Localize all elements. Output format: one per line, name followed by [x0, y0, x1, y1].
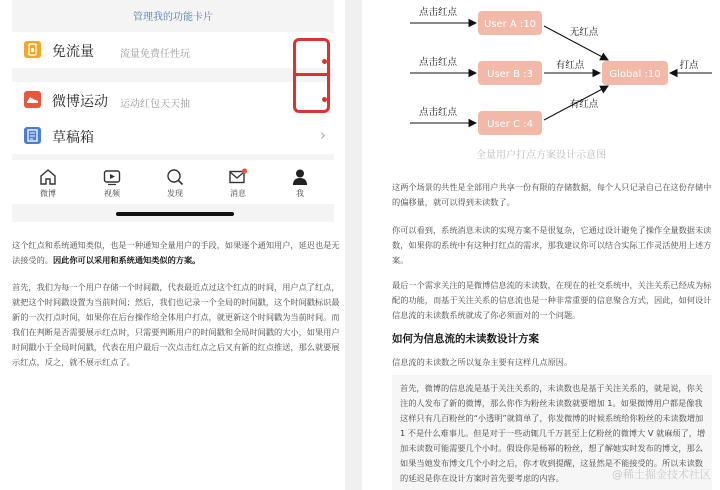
tab-label: 视频: [104, 189, 120, 198]
user-b-label: User B :3: [487, 69, 533, 80]
left-page: [0, 0, 345, 490]
dot-scheme-diagram: [362, 0, 720, 160]
tab-me[interactable]: [280, 168, 320, 199]
mail-icon: [228, 168, 248, 186]
card-row-weibo-sport[interactable]: [12, 82, 334, 118]
no-dot-label: 无红点: [569, 27, 599, 38]
video-icon: [103, 168, 121, 186]
tab-label: 我: [296, 189, 304, 198]
click-label: 点击红点: [418, 57, 458, 68]
tab-messages[interactable]: [218, 168, 258, 199]
red-dot-icon: [322, 97, 327, 102]
user-a-label: User A :10: [483, 19, 537, 30]
has-dot-label: 有红点: [569, 99, 599, 110]
bottom-tab-bar: [12, 160, 334, 204]
paragraph: 这两个场景的共性是全部用户共享一份有限的存储数据，每个人只记录自己在这份存储中的偏移量，就可以得到未读数了。: [392, 182, 712, 207]
paragraph: 首先，我们为每一个用户存储一个时间戳，代表最近点过这个红点的时间，用户点了红点，就把这个时间戳设置为当前时间；然后，我们也记录一个全局的时间戳，这个时间戳标识最新的一次打点时间，如果你在后台操作给全体用户打点，就更新这个时间戳为当前时间。而我们在判断是否需要展示红点时，只需要判断用户的时间戳和全局时间戳的大小，如果用户时间戳小于全局时间戳，代表在用户最后一次点击红点之后又有新的红点推送，那么就要展示红点，反之，就不展示红点了。: [12, 282, 340, 367]
paragraph: 你可以看到，系统消息未读的实现方案不是很复杂，它通过设计避免了操作全量数据未读数，如果你的系统中有这种打红点的需求，那我建议你可以结合实际工作灵活使用上述方案。: [392, 225, 712, 265]
card-row-drafts[interactable]: [12, 118, 334, 154]
right-page: [362, 0, 720, 490]
has-dot-label: 有红点: [555, 60, 585, 71]
user-c-label: User C :4: [487, 119, 533, 130]
tab-label: 微博: [40, 189, 56, 198]
tab-home[interactable]: [28, 168, 68, 199]
card-title: 微博运动: [52, 94, 108, 110]
click-label: 点击红点: [418, 7, 458, 18]
section-heading: 如何为信息流的未读数设计方案: [392, 333, 539, 345]
paragraph: 信息流的未读数之所以复杂主要有这样几点原因。: [392, 357, 573, 367]
tab-discover[interactable]: [155, 168, 195, 199]
home-indicator: [116, 212, 234, 216]
paragraph: [12, 238, 340, 268]
quote-text: 首先，微博的信息流是基于关注关系的，未读数也是基于关注关系的，就是说，你关注的人发布了新的微博，那么你作为粉丝未读数就要增加 1。如果微博用户都是像我这样只有几百粉丝的“小透明”就简单了，你发微博的时候系统给你粉丝的未读数增加 1 不是什么难事儿。但是对于一些动辄几千万甚至上亿粉丝的微博大 V 就麻烦了，增加未读数可能需要几个小时。假设你是杨幂的粉丝，想了解她实时发布的博文，那么如果当她发布博文几个小时之后，你才收到提醒，这显然是不能接受的。所以未读数的延迟是你在设计方案时首先要考虑的内容。: [400, 383, 706, 483]
mark-label: 打点: [679, 60, 699, 71]
phone-screenshot: [12, 0, 334, 222]
card-row-free-data[interactable]: [12, 32, 334, 68]
click-label: 点击红点: [418, 107, 458, 118]
tab-label: 消息: [230, 189, 246, 198]
manage-cards-link[interactable]: 管理我的功能卡片: [133, 12, 213, 23]
diagram-caption: 全量用户打点方案设计示意图: [476, 150, 606, 161]
global-label: Global :10: [609, 69, 661, 80]
page-gutter: [345, 0, 362, 490]
tab-video[interactable]: [92, 168, 132, 199]
shoe-icon: [24, 91, 41, 108]
draft-icon: [24, 127, 41, 144]
sim-icon: [24, 41, 41, 58]
card-subtitle: 运动红包天天抽: [120, 99, 190, 110]
tab-label: 发现: [167, 189, 183, 198]
watermark: @稀土掘金技术社区: [612, 468, 711, 481]
search-icon: [166, 168, 184, 186]
red-dot-icon: [322, 59, 327, 64]
card-subtitle: 流量免费任性玩: [120, 49, 190, 60]
card-title: 草稿箱: [52, 130, 94, 146]
user-icon: [291, 168, 309, 186]
paragraph-emphasis: 因此你可以采用和系统通知类似的方案。: [52, 255, 201, 265]
card-title: 免流量: [52, 44, 94, 60]
chevron-right-icon: ›: [320, 126, 326, 144]
paragraph-text: 这个红点和系统通知类似，也是一种通知全量用户的手段，如果逐个通知用户，延迟也是无法接受的。: [12, 240, 340, 265]
home-icon: [39, 168, 57, 186]
paragraph: 最后一个需求关注的是微博信息流的未读数，在现在的社交系统中，关注关系已经成为标配的功能，而基于关注关系的信息流也是一种非常重要的信息聚合方式，因此，如何设计信息流的未读数系统就成了你必须面对的一个问题。: [392, 280, 712, 320]
